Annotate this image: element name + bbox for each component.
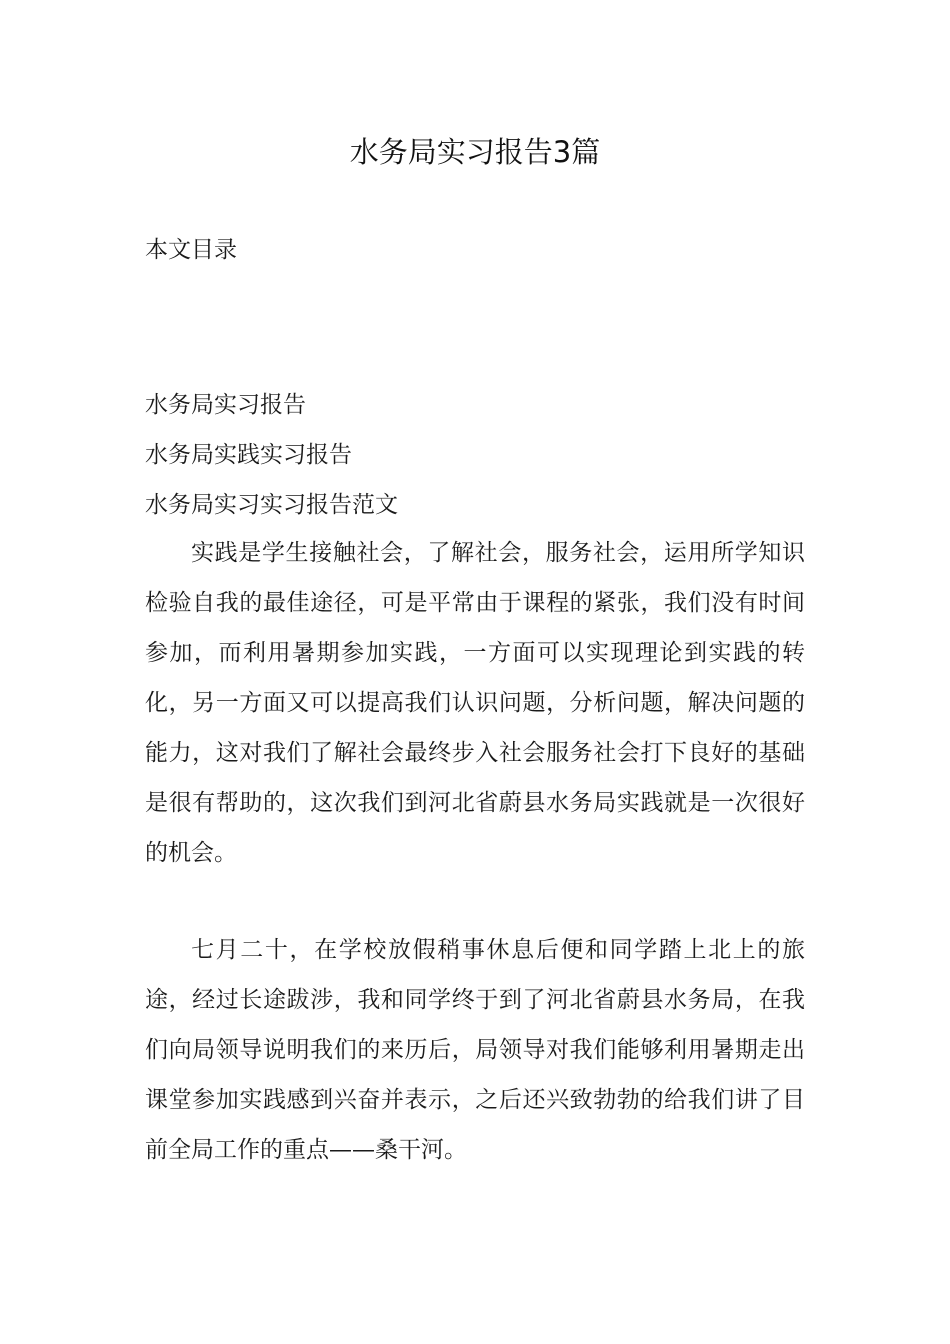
toc-list bbox=[145, 380, 398, 530]
body-paragraph: 实践是学生接触社会，了解社会，服务社会，运用所学知识检验自我的最佳途径，可是平常由于课程的紧张，我们没有时间参加，而利用暑期参加实践，一方面可以实现理论到实践的转化，另一方面又可以提高我们认识问题，分析问题，解决问题的能力，这对我们了解社会最终步入社会服务社会打下良好的基础是很有帮助的，这次我们到河北省蔚县水务局实践就是一次很好的机会。 bbox=[145, 540, 805, 866]
document-title: 水务局实习报告3篇 bbox=[349, 135, 601, 169]
toc-item[interactable]: 水务局实习实习报告范文 bbox=[145, 492, 398, 518]
toc-heading: 本文目录 bbox=[145, 237, 237, 263]
toc-item[interactable]: 水务局实习报告 bbox=[145, 392, 306, 418]
toc-item[interactable]: 水务局实践实习报告 bbox=[145, 442, 352, 468]
body-paragraph: 七月二十，在学校放假稍事休息后便和同学踏上北上的旅途，经过长途跋涉，我和同学终于到了河北省蔚县水务局，在我们向局领导说明我们的来历后，局领导对我们能够利用暑期走出课堂参加实践感到兴奋并表示，之后还兴致勃勃的给我们讲了目前全局工作的重点——桑干河。 bbox=[145, 937, 805, 1163]
